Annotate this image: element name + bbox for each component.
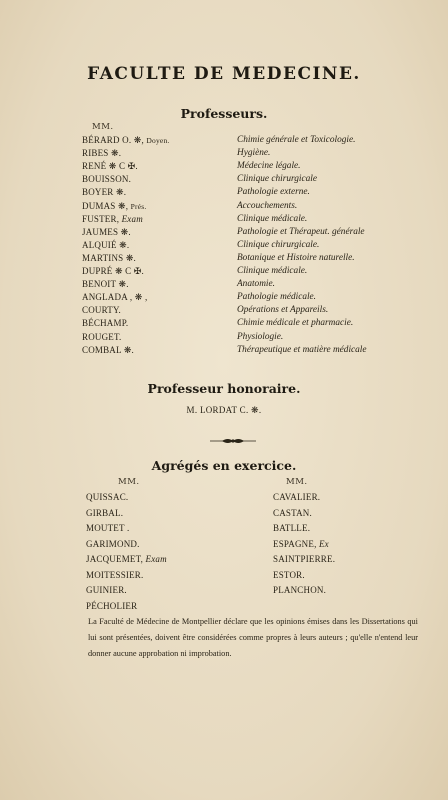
professors-heading: Professeurs. <box>180 106 268 121</box>
professor-name <box>82 214 143 224</box>
professor-name <box>82 279 129 290</box>
agrege-name-text: MOITESSIER. <box>86 569 144 580</box>
agreges-mm-left: MM. <box>118 477 140 487</box>
agrege-right-name <box>273 508 312 518</box>
professor-name <box>82 332 121 342</box>
professor-row <box>0 305 448 318</box>
professor-name-text: BÉRARD O. ❋, <box>82 135 147 145</box>
honorary-professor-name: M. LORDAT C. ❋. <box>186 405 262 415</box>
page-title: FACULTE DE MEDECINE. <box>87 64 361 84</box>
professor-name <box>82 305 121 315</box>
agrege-name-text: CASTAN. <box>273 507 312 518</box>
agrege-name-text: CAVALIER. <box>273 492 321 502</box>
professor-subject: Pathologie externe. <box>237 187 310 198</box>
professor-row <box>0 174 448 187</box>
professor-name-text: ALQUIÉ ❋. <box>82 239 130 250</box>
professor-name-text: BOUISSON. <box>82 174 132 185</box>
professor-exam-note: Exam <box>121 213 143 224</box>
professor-name-text: RIBES ❋. <box>82 148 122 159</box>
professor-name <box>82 135 169 146</box>
agrege-name-text: GARIMOND. <box>86 538 140 549</box>
professor-subject: Clinique médicale. <box>237 266 308 276</box>
professor-title: Prés. <box>130 201 147 211</box>
professor-subject: Clinique chirurgicale <box>237 174 317 185</box>
professor-name <box>82 345 134 356</box>
agrege-left-name <box>86 601 137 611</box>
faculty-notice: La Faculté de Médecine de Montpellier déclare que les opinions émises dans les Dissertations qui lui sont présentées, doivent être considérées comme propres à leurs auteurs ; qu'elle n'entend leur donner aucune approbation ni improbation. <box>88 617 418 658</box>
professor-name-text: MARTINS ❋. <box>82 252 137 263</box>
professor-subject: Opérations et Appareils. <box>237 305 329 316</box>
professor-row <box>0 240 448 253</box>
professor-subject: Clinique chirurgicale. <box>237 239 320 250</box>
professor-name <box>82 266 144 277</box>
agrege-right-name <box>273 523 310 533</box>
professor-row <box>0 148 448 161</box>
professor-subject: Pathologie et Thérapeut. générale <box>237 226 365 237</box>
professor-name <box>82 161 138 172</box>
professor-name <box>82 174 131 184</box>
professor-row <box>0 332 448 345</box>
professor-name <box>82 240 129 251</box>
agrege-name-text: PÉCHOLIER <box>86 600 138 611</box>
agrege-left-name <box>86 523 129 533</box>
professors-mm-label: MM. <box>92 122 114 132</box>
agrege-left-name <box>86 508 123 518</box>
professor-name <box>82 201 146 212</box>
professor-subject: Pathologie médicale. <box>237 292 317 303</box>
professor-row <box>0 266 448 279</box>
professor-subject: Anatomie. <box>237 279 275 290</box>
ornament-divider <box>210 431 256 450</box>
professor-subject: Thérapeutique et matière médicale <box>237 344 367 355</box>
professor-name-text: ANGLADA , ❋ , <box>82 292 148 303</box>
professor-row <box>0 279 448 292</box>
agrege-exam-note: Ex <box>318 538 329 549</box>
professor-row <box>0 161 448 174</box>
agrege-left-name <box>86 570 143 580</box>
agreges-mm-right: MM. <box>286 477 308 487</box>
agrege-name-text: MOUTET . <box>86 523 130 533</box>
agrege-name-text: QUISSAC. <box>86 492 129 502</box>
professor-name <box>82 253 136 264</box>
professor-name-text: BÉCHAMP. <box>82 318 129 329</box>
professor-subject: Hygiène. <box>237 148 271 159</box>
professor-name-text: BOYER ❋. <box>82 187 127 198</box>
professor-row <box>0 214 448 227</box>
professor-subject: Médecine légale. <box>237 161 301 172</box>
professor-row <box>0 345 448 358</box>
agrege-right-name <box>273 570 305 580</box>
agrege-right-name <box>273 492 320 502</box>
professor-name-text: COMBAL ❋. <box>82 344 135 355</box>
agreges-heading: Agrégés en exercice. <box>151 458 297 473</box>
agrege-name-text: PLANCHON. <box>273 585 327 595</box>
professor-title: Doyen. <box>146 136 170 145</box>
professor-row <box>0 135 448 148</box>
professor-subject: Chimie générale et Toxicologie. <box>237 135 356 145</box>
agrege-name-text: JACQUEMET, <box>86 554 146 564</box>
professor-row <box>0 253 448 266</box>
professor-name-text: DUMAS ❋, <box>82 200 131 211</box>
professor-name-text: BENOIT ❋. <box>82 279 129 290</box>
professor-name <box>82 187 126 198</box>
professor-row <box>0 292 448 305</box>
agrege-name-text: GUINIER. <box>86 585 127 595</box>
professor-subject: Clinique médicale. <box>237 213 308 224</box>
professor-row <box>0 318 448 331</box>
agrege-name-text: GIRBAL. <box>86 507 124 518</box>
professor-name-text: ROUGET. <box>82 331 122 342</box>
professor-name-text: JAUMES ❋. <box>82 226 131 237</box>
professor-row <box>0 227 448 240</box>
professor-name-text: COURTY. <box>82 305 121 316</box>
professor-name <box>82 292 147 303</box>
professor-subject: Botanique et Histoire naturelle. <box>237 252 355 263</box>
agrege-left-name <box>86 554 167 564</box>
agrege-left-name <box>86 539 140 549</box>
professor-name <box>82 227 131 238</box>
professor-subject: Physiologie. <box>237 331 284 342</box>
professor-row <box>0 201 448 214</box>
professor-row <box>0 187 448 200</box>
agrege-right-name <box>273 585 326 595</box>
agrege-left-name <box>86 492 128 502</box>
professor-name <box>82 318 128 328</box>
professor-name-text: FUSTER, <box>82 213 122 224</box>
agrege-right-name <box>273 554 335 564</box>
agrege-name-text: BATLLE. <box>273 523 311 533</box>
professor-subject: Chimie médicale et pharmacie. <box>237 318 354 329</box>
agrege-name-text: SAINTPIERRE. <box>273 554 336 564</box>
professor-name-text: RENÉ ❋ C ✠. <box>82 161 138 172</box>
professor-name-text: DUPRÉ ❋ C ✠. <box>82 266 144 276</box>
agrege-right-name <box>273 539 329 549</box>
agrege-name-text: ESPAGNE, <box>273 538 319 549</box>
professor-name <box>82 148 121 159</box>
honorary-heading: Professeur honoraire. <box>147 381 301 396</box>
agrege-name-text: ESTOR. <box>273 569 305 580</box>
professor-subject: Accouchements. <box>237 200 298 211</box>
agrege-exam-note: Exam <box>145 554 167 564</box>
agrege-left-name <box>86 585 127 595</box>
